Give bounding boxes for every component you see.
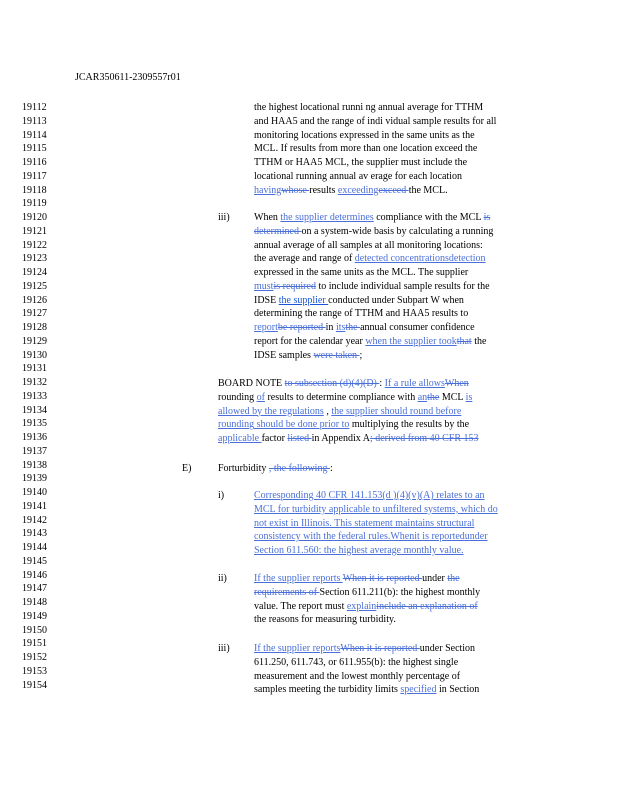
text-line — [218, 432, 479, 446]
text-run: ; — [359, 349, 363, 361]
inserted-text: explain — [346, 600, 377, 612]
text-line — [254, 683, 479, 697]
line-number: 19147 — [22, 583, 47, 595]
deleted-text: ; derived from 40 CFR 153 — [369, 433, 479, 444]
line-number: 19131 — [22, 363, 47, 375]
line-number: 19135 — [22, 418, 47, 430]
text-run: in Section — [436, 684, 480, 696]
inserted-text: the supplier should round before — [331, 405, 462, 417]
text-run: MCL. If results from more than one location exceed the — [254, 143, 478, 155]
text-line — [254, 544, 498, 558]
inserted-text: If the supplier reports — [254, 643, 341, 654]
text-run: , — [323, 405, 332, 417]
text-run: locational running annual av erage for each location — [254, 170, 462, 182]
deleted-text: were taken — [313, 349, 360, 361]
line-number: 19129 — [22, 335, 47, 347]
deleted-text: is — [483, 212, 491, 223]
text-run: multiplying the results by the — [349, 419, 470, 431]
text-run: conducted under Subpart W when — [328, 294, 464, 306]
item-label-i: i) — [218, 490, 225, 501]
inserted-text: applicable — [218, 433, 262, 444]
item-iii-text — [254, 642, 479, 697]
text-run: turbidity — [231, 463, 269, 474]
line-number: 19130 — [22, 349, 47, 361]
inserted-text: If the supplier reports — [254, 573, 343, 584]
section-e-heading — [218, 462, 333, 476]
line-number: 19121 — [22, 225, 47, 237]
inserted-text: the supplier determines — [280, 212, 374, 223]
text-line — [254, 239, 493, 253]
text-line — [254, 335, 493, 349]
text-line — [218, 405, 479, 419]
text-line — [254, 101, 496, 115]
inserted-text: rounding should be done prior to — [218, 419, 350, 431]
line-number: 19146 — [22, 569, 47, 581]
text-run: to include individual sample results for the — [315, 280, 490, 292]
text-run: IDSE samples — [254, 349, 314, 361]
text-run: : — [329, 463, 333, 474]
inserted-text: Section 611.560: the highest average monthly value. — [254, 545, 464, 556]
inserted-text: MCL for turbidity applicable to unfiltered systems, which do — [254, 503, 498, 515]
inserted-text: under — [464, 531, 488, 543]
text-line — [254, 225, 493, 239]
text-line — [218, 418, 479, 432]
line-number: 19136 — [22, 432, 47, 443]
text-line — [218, 462, 333, 476]
inserted-text: it is — [414, 531, 432, 543]
line-numbers — [22, 101, 47, 692]
text-line — [254, 656, 479, 670]
text-run: value. The report must — [254, 600, 347, 612]
inserted-text: specified — [400, 684, 437, 696]
text-line — [254, 586, 480, 600]
inserted-text: its — [335, 322, 346, 333]
text-line — [254, 613, 480, 627]
deleted-text: determined — [254, 225, 302, 237]
line-number: 19148 — [22, 597, 47, 608]
deleted-text: include an explanation of — [376, 600, 478, 612]
deleted-text: listed — [287, 433, 312, 444]
line-number: 19126 — [22, 294, 47, 306]
text-line — [254, 252, 493, 266]
text-line — [218, 377, 479, 391]
item-i-text — [254, 489, 498, 558]
text-run: annual average of all samples at all monitoring locations: — [254, 239, 483, 251]
text-run: under Section — [419, 643, 476, 654]
text-run: samples meeting the turbidity limits — [254, 684, 401, 696]
text-line — [254, 321, 493, 335]
text-line — [254, 156, 496, 170]
line-number: 19154 — [22, 679, 47, 691]
line-number: 19117 — [22, 170, 47, 182]
line-number: 19145 — [22, 555, 47, 567]
inserted-text: detected concentrationsdetection — [354, 253, 486, 265]
text-run: expressed in the same units as the MCL. The supplier — [254, 267, 469, 278]
deleted-text: be reported — [277, 322, 326, 333]
line-number: 19124 — [22, 267, 47, 278]
inserted-text: when the supplier took — [365, 335, 457, 347]
line-number: 19153 — [22, 665, 47, 677]
text-run: the reasons for measuring turbidity. — [254, 614, 396, 626]
text-run: and HAA5 and the range of indi vidual sample results for all — [254, 115, 497, 127]
text-line — [254, 517, 498, 531]
text-run: 611.250, 611.743, or 611.955(b): the highest single — [254, 656, 459, 668]
deleted-text: , the following — [268, 463, 330, 474]
text-run: the MCL. — [408, 184, 448, 196]
paragraph-block2 — [254, 211, 493, 362]
text-run: determining the range of TTHM and HAA5 results to — [254, 308, 469, 320]
text-run: : — [379, 378, 385, 389]
item-label-iii-b: iii) — [218, 643, 230, 654]
inserted-text: is — [465, 391, 473, 403]
highlighted-text: the supplier — [278, 294, 329, 306]
line-number: 19138 — [22, 459, 47, 471]
text-run: in — [325, 322, 336, 333]
line-number: 19115 — [22, 143, 47, 155]
inserted-text: Corresponding 40 CFR 141.153(d )(4)(v)(A) relates to an — [254, 490, 485, 501]
inserted-text: not exist in Illinois. This statement maintains structural — [254, 517, 475, 529]
text-line — [254, 489, 498, 503]
item-ii-text — [254, 572, 480, 627]
line-number: 19116 — [22, 157, 47, 168]
text-line — [254, 294, 493, 308]
deleted-text: When it is reported — [340, 643, 420, 654]
inserted-text: When — [390, 531, 415, 543]
line-number: 19137 — [22, 445, 47, 457]
text-run: the — [471, 335, 487, 347]
inserted-text: an — [417, 391, 428, 403]
line-number: 19152 — [22, 652, 47, 663]
text-line — [254, 642, 479, 656]
line-number: 19118 — [22, 184, 47, 196]
inserted-text: having — [254, 184, 282, 196]
text-line — [254, 572, 480, 586]
deleted-text: is required — [273, 280, 316, 292]
deleted-text: requirements of — [254, 586, 320, 598]
line-number: 19143 — [22, 528, 47, 540]
line-number: 19127 — [22, 308, 47, 320]
text-line — [254, 349, 493, 363]
text-run: report for the calendar year — [254, 335, 366, 347]
text-run: factor — [261, 433, 288, 444]
text-line — [254, 530, 498, 544]
text-line — [254, 170, 496, 184]
deleted-text: When it is reported — [342, 573, 423, 584]
text-run: results to determine compliance with — [264, 391, 418, 403]
text-line — [254, 142, 496, 156]
deleted-text: the — [447, 573, 460, 584]
text-run: MCL — [439, 391, 466, 403]
text-line — [254, 280, 493, 294]
inserted-text: consistency with the federal rules. — [254, 531, 391, 543]
deleted-text: the — [427, 391, 440, 403]
line-number: 19139 — [22, 473, 47, 485]
line-number: 19140 — [22, 487, 47, 498]
deleted-text: to subsection (d)(4)(D) — [284, 378, 380, 389]
text-run: under — [422, 573, 448, 584]
text-line — [254, 600, 480, 614]
line-number: 19125 — [22, 280, 47, 292]
text-run: BOARD NOTE — [218, 378, 285, 389]
text-line — [254, 503, 498, 517]
item-label-iii-a: iii) — [218, 212, 230, 223]
line-number: 19132 — [22, 377, 47, 388]
line-number: 19149 — [22, 610, 47, 622]
line-number: 19128 — [22, 322, 47, 333]
paragraph-block1 — [254, 101, 496, 197]
item-label-ii: ii) — [218, 573, 227, 584]
deleted-text: whose — [281, 184, 310, 196]
text-run: IDSE — [254, 294, 279, 306]
text-line — [218, 391, 479, 405]
line-number: 19114 — [22, 129, 47, 141]
line-number: 19122 — [22, 239, 47, 251]
deleted-text: the — [345, 322, 361, 333]
line-number: 19141 — [22, 500, 47, 512]
text-run: rounding — [218, 391, 257, 403]
document-header: JCAR350611-2309557r01 — [75, 72, 181, 83]
line-number: 19120 — [22, 212, 47, 223]
text-line — [254, 129, 496, 143]
line-number: 19142 — [22, 514, 47, 526]
text-run: in Appendix A — [311, 433, 370, 444]
line-number: 19119 — [22, 198, 47, 210]
line-number: 19134 — [22, 404, 47, 416]
text-run: results — [309, 184, 338, 196]
board-note — [218, 377, 479, 446]
inserted-text: If a rule allows — [384, 378, 445, 389]
text-line — [254, 115, 496, 129]
text-run: the highest locational runni ng annual average for TTHM — [254, 102, 484, 113]
text-run: TTHM or HAA5 MCL, the supplier must include the — [254, 157, 468, 168]
inserted-text: allowed by the regulations — [218, 405, 324, 417]
inserted-text: exceeding — [337, 184, 379, 196]
line-number: 19112 — [22, 102, 47, 113]
text-run: When — [254, 212, 281, 223]
text-line — [254, 307, 493, 321]
line-number: 19113 — [22, 115, 47, 127]
inserted-text: of — [256, 391, 265, 403]
line-number: 19150 — [22, 624, 47, 636]
deleted-text: When — [444, 378, 469, 389]
line-number: 19123 — [22, 253, 47, 265]
text-line — [254, 266, 493, 280]
section-label-e: E) — [182, 463, 192, 474]
text-run: compliance with the MCL — [373, 212, 484, 223]
text-run: For — [218, 463, 232, 474]
text-run: monitoring locations expressed in the same units as the — [254, 129, 475, 141]
text-line — [254, 670, 479, 684]
deleted-text: exceed — [378, 184, 409, 196]
text-run: on a system-wide basis by calculating a running — [301, 225, 494, 237]
line-number: 19144 — [22, 542, 47, 553]
inserted-text: reported — [431, 531, 465, 543]
inserted-text: must — [254, 280, 274, 292]
text-line — [254, 184, 496, 198]
line-number: 19133 — [22, 390, 47, 402]
line-number: 19151 — [22, 638, 47, 650]
text-line — [254, 211, 493, 225]
text-run: measurement and the lowest monthly percentage of — [254, 670, 461, 682]
text-run: the average and range of — [254, 253, 355, 265]
inserted-text: report — [254, 322, 278, 333]
deleted-text: that — [456, 335, 472, 347]
text-run: Section 611.211(b): the highest monthly — [319, 586, 481, 598]
text-run: annual consumer confidence — [360, 322, 475, 333]
